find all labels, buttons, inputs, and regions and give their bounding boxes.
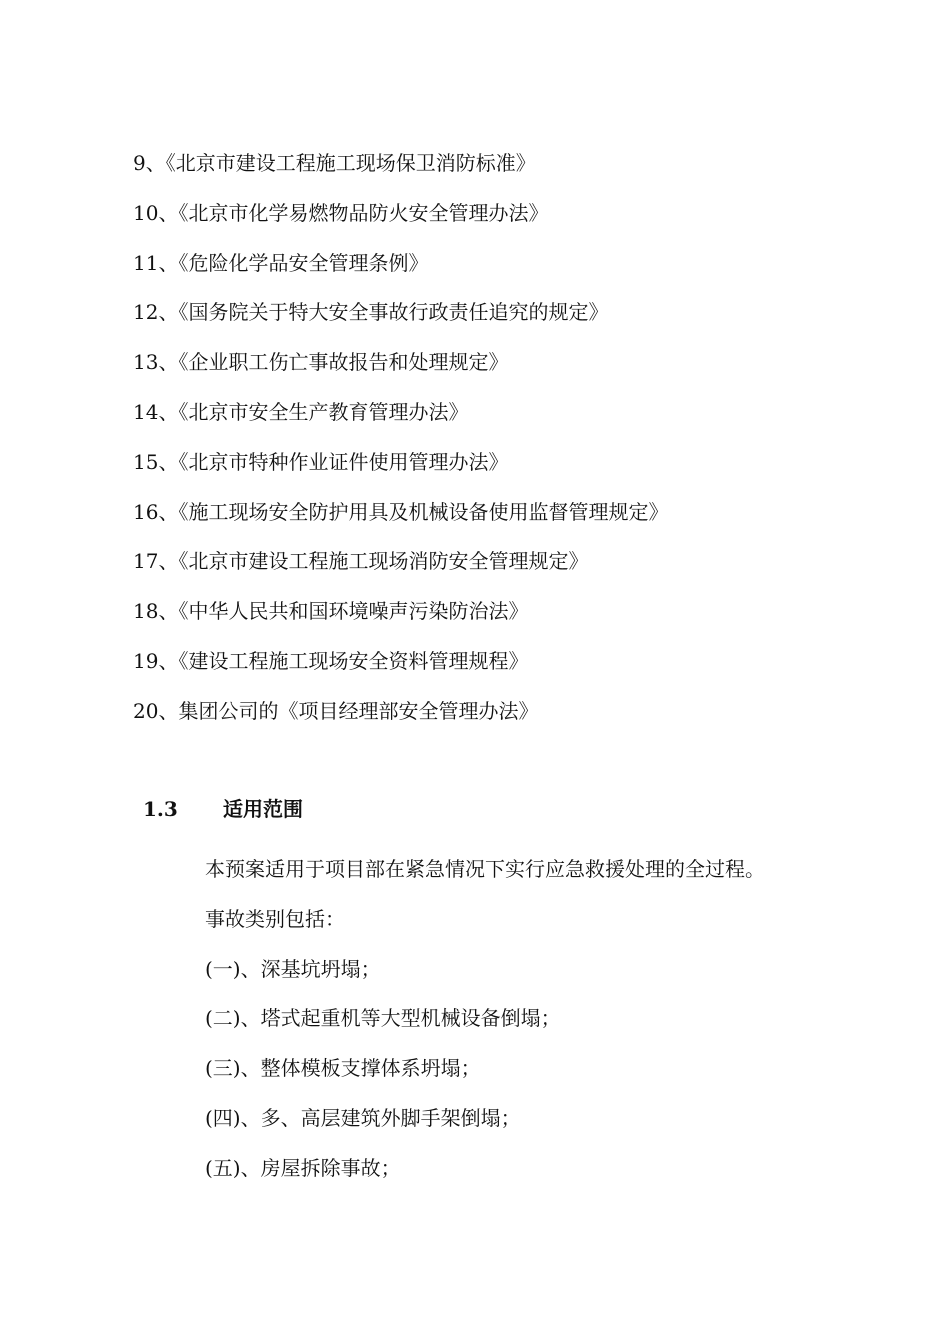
scope-body (205, 852, 895, 1201)
reference-item: 17、《北京市建设工程施工现场消防安全管理规定》 (133, 549, 589, 574)
section-number: 1.3 (143, 797, 178, 821)
section-heading (143, 792, 303, 826)
scope-intro: 本预案适用于项目部在紧急情况下实行应急救援处理的全过程。 (205, 857, 765, 881)
reference-item: 15、《北京市特种作业证件使用管理办法》 (133, 449, 509, 474)
reference-item: 13、《企业职工伤亡事故报告和处理规定》 (133, 350, 509, 375)
category-item: (四)、多、高层建筑外脚手架倒塌； (205, 1105, 521, 1130)
reference-item: 19、《建设工程施工现场安全资料管理规程》 (133, 648, 529, 673)
reference-item: 18、《中华人民共和国环境噪声污染防治法》 (133, 599, 529, 624)
category-item: (二)、塔式起重机等大型机械设备倒塌； (205, 1006, 561, 1031)
category-item: (一)、深基坑坍塌； (205, 956, 381, 981)
reference-item: 10、《北京市化学易燃物品防火安全管理办法》 (133, 200, 549, 225)
reference-item: 9、《北京市建设工程施工现场保卫消防标准》 (133, 151, 536, 175)
reference-item: 20、集团公司的《项目经理部安全管理办法》 (133, 698, 539, 723)
category-item: (三)、整体模板支撑体系坍塌； (205, 1056, 481, 1081)
reference-item: 11、《危险化学品安全管理条例》 (133, 250, 429, 275)
reference-item: 16、《施工现场安全防护用具及机械设备使用监督管理规定》 (133, 499, 669, 524)
reference-item: 12、《国务院关于特大安全事故行政责任追究的规定》 (133, 300, 609, 325)
category-item: (五)、房屋拆除事故； (205, 1155, 401, 1180)
categories-label: 事故类别包括： (205, 906, 345, 931)
reference-list (133, 146, 893, 744)
section-title: 适用范围 (223, 797, 303, 821)
reference-item: 14、《北京市安全生产教育管理办法》 (133, 399, 469, 424)
